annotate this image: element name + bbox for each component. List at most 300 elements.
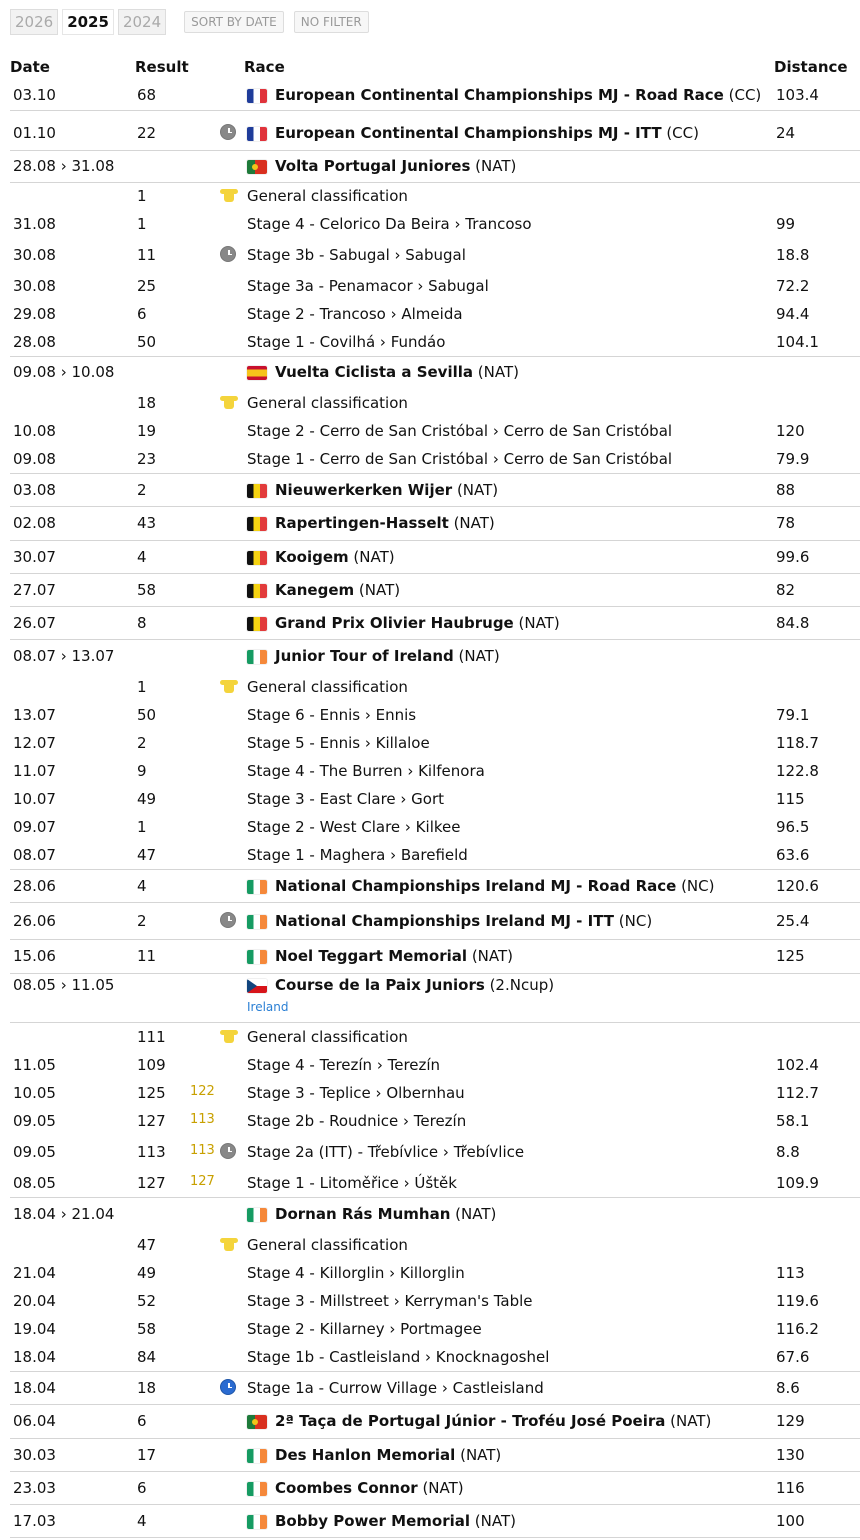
race-class: (2.Ncup) — [484, 976, 555, 994]
race-result: 47 — [137, 846, 157, 864]
race-result: 2 — [137, 734, 147, 752]
gc-position: 127 — [190, 1174, 215, 1189]
race-name: Stage 1 - Litoměřice › Úštěk — [247, 1174, 457, 1192]
race-name: Volta Portugal Juniores — [275, 157, 471, 175]
race-distance: 129 — [776, 1412, 805, 1430]
race-distance: 122.8 — [776, 762, 819, 780]
race-result: 47 — [137, 1236, 157, 1254]
race-class: (NAT) — [450, 1205, 497, 1223]
race-name: Course de la Paix Juniors — [275, 976, 485, 994]
race-date: 29.08 — [13, 305, 56, 323]
race-result: 84 — [137, 1348, 157, 1366]
race-date: 08.05 › 11.05 — [13, 976, 115, 994]
race-link[interactable] — [247, 394, 408, 412]
flag-be-icon — [247, 551, 267, 565]
header-date[interactable]: Date — [10, 58, 50, 76]
race-date: 09.05 — [13, 1143, 56, 1161]
gc-position: 113 — [190, 1143, 215, 1158]
jersey-icon — [220, 1237, 238, 1251]
race-distance: 116 — [776, 1479, 805, 1497]
stage-row — [10, 182, 860, 210]
race-result: 43 — [137, 514, 157, 532]
stage-row — [10, 328, 860, 357]
jersey-icon — [220, 676, 238, 694]
race-link[interactable] — [247, 450, 672, 468]
flag-ie-icon — [247, 1208, 267, 1222]
race-distance: 58.1 — [776, 1112, 810, 1130]
race-date: 03.10 — [13, 86, 56, 104]
race-name: Stage 5 - Ennis › Killaloe — [247, 734, 430, 752]
race-link[interactable] — [247, 947, 513, 965]
stage-row — [10, 1230, 860, 1259]
race-date: 18.04 › 21.04 — [13, 1205, 115, 1223]
race-link[interactable] — [247, 422, 672, 440]
race-class: (NAT) — [513, 614, 560, 632]
jersey-icon — [220, 392, 238, 410]
jersey-icon — [220, 1029, 238, 1043]
race-date: 11.05 — [13, 1056, 56, 1074]
race-date: 31.08 — [13, 215, 56, 233]
race-date: 09.08 — [13, 450, 56, 468]
race-result: 6 — [137, 1479, 147, 1497]
race-result: 49 — [137, 790, 157, 808]
race-date: 09.08 › 10.08 — [13, 363, 115, 381]
race-distance: 88 — [776, 481, 796, 499]
race-link[interactable] — [247, 481, 498, 499]
flag-ie-icon — [247, 915, 267, 929]
race-result: 50 — [137, 333, 157, 351]
race-name: Stage 4 - Celorico Da Beira › Trancoso — [247, 215, 532, 233]
race-row — [10, 869, 860, 903]
flag-ie-icon — [247, 880, 267, 894]
race-name: European Continental Championships MJ - Road Race — [275, 86, 724, 104]
header-result[interactable]: Result — [135, 58, 189, 76]
team-link[interactable]: Ireland — [247, 1000, 289, 1014]
race-distance: 96.5 — [776, 818, 810, 836]
race-date: 10.07 — [13, 790, 56, 808]
race-name: Stage 2b - Roudnice › Terezín — [247, 1112, 467, 1130]
race-result: 52 — [137, 1292, 157, 1310]
race-distance: 120 — [776, 422, 805, 440]
race-date: 18.04 — [13, 1379, 56, 1397]
race-link[interactable] — [247, 1056, 440, 1074]
race-name: Stage 4 - The Burren › Kilfenora — [247, 762, 485, 780]
flag-pt-icon — [247, 1415, 267, 1429]
race-name: Stage 2 - Killarney › Portmagee — [247, 1320, 482, 1338]
flag-cz-icon — [247, 979, 267, 993]
race-link[interactable] — [247, 124, 699, 142]
race-link[interactable] — [247, 581, 400, 599]
flag-es-icon — [247, 366, 267, 380]
header-race[interactable]: Race — [244, 58, 285, 76]
race-class: (NAT) — [417, 1479, 464, 1497]
race-row — [10, 506, 860, 541]
race-result: 4 — [137, 1512, 147, 1530]
race-distance: 25.4 — [776, 912, 810, 930]
stage-row — [10, 1371, 860, 1405]
race-row — [10, 1471, 860, 1505]
stage-row — [10, 729, 860, 757]
race-result: 113 — [137, 1143, 166, 1161]
race-link[interactable] — [247, 157, 516, 175]
race-class: (NC) — [614, 912, 653, 930]
stage-row — [10, 1079, 860, 1107]
race-result: 49 — [137, 1264, 157, 1282]
race-distance: 130 — [776, 1446, 805, 1464]
race-name: Stage 1b - Castleisland › Knocknagoshel — [247, 1348, 550, 1366]
race-link[interactable] — [247, 1143, 524, 1161]
clock-icon — [220, 1377, 236, 1395]
race-link[interactable] — [247, 818, 460, 836]
year-tab-2026[interactable]: 2026 — [10, 9, 58, 35]
race-class: (NAT) — [452, 481, 499, 499]
stage-row — [10, 417, 860, 445]
race-name: General classification — [247, 394, 408, 412]
race-link[interactable] — [247, 215, 532, 233]
stage-row — [10, 388, 860, 417]
race-distance: 116.2 — [776, 1320, 819, 1338]
race-link[interactable] — [247, 976, 554, 994]
stage-row — [10, 238, 860, 272]
clock-icon — [220, 1141, 236, 1159]
year-tabs — [10, 8, 369, 36]
race-name: Dornan Rás Mumhan — [275, 1205, 451, 1223]
race-result: 1 — [137, 818, 147, 836]
race-link[interactable] — [247, 1028, 408, 1046]
race-link[interactable] — [247, 877, 714, 895]
race-class: (CC) — [661, 124, 699, 142]
race-name: Stage 1 - Cerro de San Cristóbal › Cerro de San Cristóbal — [247, 450, 673, 468]
race-distance: 120.6 — [776, 877, 819, 895]
race-link[interactable] — [247, 790, 444, 808]
race-date: 08.07 — [13, 846, 56, 864]
race-distance: 67.6 — [776, 1348, 810, 1366]
race-distance: 72.2 — [776, 277, 810, 295]
race-date: 11.07 — [13, 762, 56, 780]
race-link[interactable] — [247, 514, 495, 532]
race-link[interactable] — [247, 1174, 457, 1192]
race-name: Stage 3 - Millstreet › Kerryman's Table — [247, 1292, 533, 1310]
jersey-icon — [220, 679, 238, 693]
race-date: 28.08 — [13, 333, 56, 351]
race-row — [10, 1404, 860, 1439]
race-distance: 103.4 — [776, 86, 819, 104]
race-name: Stage 3a - Penamacor › Sabugal — [247, 277, 489, 295]
flag-be-icon — [247, 517, 267, 531]
race-name: Junior Tour of Ireland — [275, 647, 454, 665]
race-row — [10, 573, 860, 607]
race-name: National Championships Ireland MJ - Road Race — [275, 877, 677, 895]
race-class: (NAT) — [453, 647, 500, 665]
race-row — [10, 1504, 860, 1538]
race-result: 19 — [137, 422, 157, 440]
race-result: 111 — [137, 1028, 166, 1046]
race-result: 17 — [137, 1446, 157, 1464]
stage-row — [10, 1259, 860, 1287]
race-distance: 118.7 — [776, 734, 819, 752]
sort-by-date-button[interactable]: SORT BY DATE — [184, 11, 284, 33]
race-link[interactable] — [247, 1348, 549, 1366]
race-link[interactable] — [247, 1084, 465, 1102]
race-link[interactable] — [247, 1379, 544, 1397]
stage-row — [10, 1051, 860, 1079]
race-class: (NAT) — [467, 947, 513, 965]
flag-fr-icon — [247, 127, 267, 141]
race-result: 1 — [137, 678, 147, 696]
stage-row — [10, 757, 860, 785]
race-result: 58 — [137, 581, 157, 599]
race-row — [10, 540, 860, 574]
race-name: Bobby Power Memorial — [275, 1512, 470, 1530]
race-name: Stage 3 - Teplice › Olbernhau — [247, 1084, 465, 1102]
header-distance[interactable]: Distance — [774, 58, 848, 76]
race-name: Rapertingen-Hasselt — [275, 514, 449, 532]
stage-row — [10, 272, 860, 300]
race-link[interactable] — [247, 1264, 465, 1282]
race-distance: 78 — [776, 514, 796, 532]
race-result: 6 — [137, 1412, 147, 1430]
race-row — [10, 973, 860, 1023]
race-link[interactable] — [247, 1292, 533, 1310]
race-class: (NAT) — [348, 548, 395, 566]
race-result: 1 — [137, 215, 147, 233]
flag-ie-icon — [247, 1482, 267, 1496]
jersey-icon — [220, 185, 238, 203]
race-distance: 109.9 — [776, 1174, 819, 1192]
race-link[interactable] — [247, 706, 416, 724]
race-date: 06.04 — [13, 1412, 56, 1430]
flag-be-icon — [247, 584, 267, 598]
race-name: Stage 6 - Ennis › Ennis — [247, 706, 417, 724]
race-date: 21.04 — [13, 1264, 56, 1282]
stage-row — [10, 813, 860, 841]
race-name: Coombes Connor — [275, 1479, 418, 1497]
race-link[interactable] — [247, 912, 652, 930]
race-name: Noel Teggart Memorial — [275, 947, 468, 965]
race-name: Kooigem — [275, 548, 349, 566]
race-result: 6 — [137, 305, 147, 323]
race-result: 127 — [137, 1112, 166, 1130]
gc-position: 122 — [190, 1084, 215, 1099]
race-date: 10.08 — [13, 422, 56, 440]
race-date: 10.05 — [13, 1084, 56, 1102]
race-row — [10, 902, 860, 940]
race-class: (NAT) — [455, 1446, 502, 1464]
race-distance: 112.7 — [776, 1084, 819, 1102]
jersey-icon — [220, 1234, 238, 1252]
race-date: 30.08 — [13, 277, 56, 295]
race-distance: 63.6 — [776, 846, 810, 864]
clock-icon — [220, 1379, 236, 1395]
race-distance: 24 — [776, 124, 796, 142]
race-result: 58 — [137, 1320, 157, 1338]
race-distance: 125 — [776, 947, 805, 965]
race-distance: 102.4 — [776, 1056, 819, 1074]
race-distance: 84.8 — [776, 614, 810, 632]
race-result: 1 — [137, 187, 147, 205]
race-name: Nieuwerkerken Wijer — [275, 481, 453, 499]
race-distance: 79.9 — [776, 450, 810, 468]
race-row — [10, 639, 860, 672]
race-distance: 18.8 — [776, 246, 810, 264]
race-distance: 115 — [776, 790, 805, 808]
race-link[interactable] — [247, 1512, 516, 1530]
clock-icon — [220, 122, 236, 140]
race-name: Des Hanlon Memorial — [275, 1446, 456, 1464]
race-link[interactable] — [247, 846, 468, 864]
stage-row — [10, 445, 860, 474]
clock-icon — [220, 246, 236, 262]
race-distance: 8.8 — [776, 1143, 800, 1161]
clock-icon — [220, 910, 236, 928]
race-date: 28.06 — [13, 877, 56, 895]
race-result: 8 — [137, 614, 147, 632]
race-name: Stage 2 - Trancoso › Almeida — [247, 305, 463, 323]
race-link[interactable] — [247, 277, 489, 295]
race-name: Stage 3 - East Clare › Gort — [247, 790, 445, 808]
race-name: Stage 1 - Covilhá › Fundáo — [247, 333, 446, 351]
race-date: 02.08 — [13, 514, 56, 532]
race-distance: 8.6 — [776, 1379, 800, 1397]
race-result: 18 — [137, 394, 157, 412]
race-distance: 82 — [776, 581, 796, 599]
race-link[interactable] — [247, 86, 761, 104]
stage-row — [10, 701, 860, 729]
race-link[interactable] — [247, 1320, 482, 1338]
race-name: General classification — [247, 1028, 408, 1046]
flag-ie-icon — [247, 1449, 267, 1463]
stage-row — [10, 1287, 860, 1315]
race-name: Stage 4 - Terezín › Terezín — [247, 1056, 441, 1074]
race-link[interactable] — [247, 1112, 466, 1130]
race-link[interactable] — [247, 1236, 408, 1254]
race-date: 27.07 — [13, 581, 56, 599]
race-distance: 104.1 — [776, 333, 819, 351]
jersey-icon — [220, 188, 238, 202]
race-result: 109 — [137, 1056, 166, 1074]
race-name: Stage 4 - Killorglin › Killorglin — [247, 1264, 465, 1282]
race-link[interactable] — [247, 762, 485, 780]
race-link[interactable] — [247, 678, 408, 696]
race-date: 12.07 — [13, 734, 56, 752]
stage-row — [10, 1135, 860, 1169]
race-link[interactable] — [247, 647, 500, 665]
race-row — [10, 80, 860, 111]
race-date: 15.06 — [13, 947, 56, 965]
race-row — [10, 473, 860, 507]
race-class: (CC) — [723, 86, 762, 104]
race-link[interactable] — [247, 614, 560, 632]
race-row — [10, 606, 860, 640]
race-name: Stage 2 - Cerro de San Cristóbal › Cerro de San Cristóbal — [247, 422, 673, 440]
race-link[interactable] — [247, 548, 395, 566]
race-date: 26.06 — [13, 912, 56, 930]
race-date: 30.03 — [13, 1446, 56, 1464]
jersey-icon — [220, 1026, 238, 1044]
race-link[interactable] — [247, 305, 463, 323]
race-row — [10, 356, 860, 388]
race-row — [10, 1197, 860, 1230]
flag-ie-icon — [247, 650, 267, 664]
race-class: (NC) — [676, 877, 715, 895]
race-link[interactable] — [247, 1446, 501, 1464]
race-name: Stage 2a (ITT) - Třebívlice › Třebívlice — [247, 1143, 525, 1161]
gc-position: 113 — [190, 1112, 215, 1127]
race-distance: 99.6 — [776, 548, 810, 566]
race-result: 22 — [137, 124, 157, 142]
race-result: 2 — [137, 912, 147, 930]
race-date: 20.04 — [13, 1292, 56, 1310]
race-link[interactable] — [247, 333, 445, 351]
race-date: 17.03 — [13, 1512, 56, 1530]
race-link[interactable] — [247, 246, 466, 264]
clock-icon — [220, 244, 236, 262]
race-date: 13.07 — [13, 706, 56, 724]
race-result: 11 — [137, 947, 157, 965]
race-date: 03.08 — [13, 481, 56, 499]
flag-ie-icon — [247, 1515, 267, 1529]
race-class: (NAT) — [665, 1412, 712, 1430]
stage-row — [10, 672, 860, 701]
clock-icon — [220, 1143, 236, 1159]
stage-row — [10, 1107, 860, 1135]
stage-row — [10, 1022, 860, 1051]
clock-icon — [220, 124, 236, 140]
stage-row — [10, 785, 860, 813]
race-date: 19.04 — [13, 1320, 56, 1338]
race-name: Stage 2 - West Clare › Kilkee — [247, 818, 461, 836]
no-filter-button[interactable]: NO FILTER — [294, 11, 369, 33]
flag-be-icon — [247, 617, 267, 631]
stage-row — [10, 1169, 860, 1198]
race-class: (NAT) — [354, 581, 401, 599]
results-table-header — [10, 58, 860, 78]
race-result: 25 — [137, 277, 157, 295]
race-link[interactable] — [247, 187, 408, 205]
flag-be-icon — [247, 484, 267, 498]
race-name: European Continental Championships MJ - ITT — [275, 124, 662, 142]
stage-row — [10, 210, 860, 238]
year-tab-2025[interactable]: 2025 — [62, 9, 114, 35]
race-date: 09.05 — [13, 1112, 56, 1130]
race-result: 50 — [137, 706, 157, 724]
race-date: 28.08 › 31.08 — [13, 157, 115, 175]
race-name: Stage 1a - Currow Village › Castleisland — [247, 1379, 544, 1397]
race-class: (NAT) — [448, 514, 495, 532]
stage-row — [10, 300, 860, 328]
race-link[interactable] — [247, 1412, 711, 1430]
race-date: 26.07 — [13, 614, 56, 632]
race-link[interactable] — [247, 363, 519, 381]
race-date: 09.07 — [13, 818, 56, 836]
race-row — [10, 939, 860, 974]
year-tab-2024[interactable]: 2024 — [118, 9, 166, 35]
race-result: 18 — [137, 1379, 157, 1397]
race-date: 08.07 › 13.07 — [13, 647, 115, 665]
race-link[interactable] — [247, 734, 430, 752]
race-name: Vuelta Ciclista a Sevilla — [275, 363, 473, 381]
race-class: (NAT) — [470, 1512, 516, 1530]
race-date: 08.05 — [13, 1174, 56, 1192]
race-link[interactable] — [247, 1479, 464, 1497]
race-name: Kanegem — [275, 581, 355, 599]
race-name: Stage 3b - Sabugal › Sabugal — [247, 246, 466, 264]
race-name: Stage 1 - Maghera › Barefield — [247, 846, 468, 864]
race-result: 4 — [137, 548, 147, 566]
race-link[interactable] — [247, 1205, 496, 1223]
race-name: General classification — [247, 678, 408, 696]
race-distance: 99 — [776, 215, 796, 233]
